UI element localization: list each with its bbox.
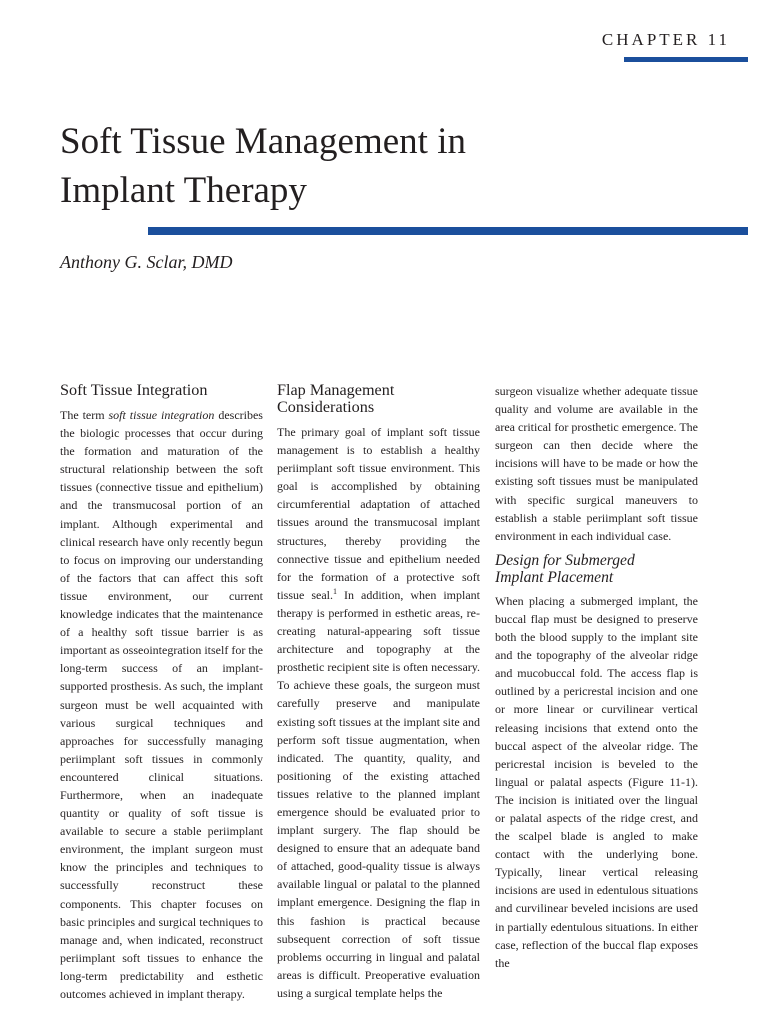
author-byline: Anthony G. Sclar, DMD xyxy=(60,252,233,272)
heading-line: Considerations xyxy=(277,398,375,416)
paragraph-continued: surgeon visualize whether adequate tissue quality and volume are available in the area critical for prosthetic emergence. The surgeon can then decide where the incisions will have to be made or how the existing soft tissues must be manipulated with specific surgical maneuvers to establish a stable periimplant soft tissue environment in each individual case. xyxy=(495,384,698,543)
emphasized-term: soft tissue integration xyxy=(108,408,215,422)
chapter-title-line-2: Implant Therapy xyxy=(60,170,307,211)
chapter-rule xyxy=(624,57,748,62)
paragraph-flap-management xyxy=(277,423,480,1002)
title-rule xyxy=(148,227,748,235)
column-3 xyxy=(495,382,698,972)
heading-line: Flap Management xyxy=(277,381,395,399)
column-1 xyxy=(60,382,263,1003)
paragraph-text: The primary goal of implant soft tissue management is to establish a healthy periimplant soft tissue environment. This goal is accomplished by obtaining circumferential adaptation of attached tissues around the transmucosal implant structures, thereby providing the connective tissue and epithelium needed for the formation of a protective soft tissue seal. xyxy=(277,425,480,602)
column-2 xyxy=(277,382,480,1002)
chapter-label: CHAPTER 11 xyxy=(601,30,730,49)
section-heading-flap-management xyxy=(277,382,480,416)
paragraph-text: The term xyxy=(60,408,109,422)
heading-line: Implant Placement xyxy=(495,568,614,586)
chapter-title xyxy=(60,117,466,215)
paragraph-submerged-implant: When placing a submerged implant, the buccal flap must be designed to preserve both the blood supply to the implant site and the topography of the alveolar ridge and mucobuccal fold. The access flap is outlined by a pericrestal incision and one or more linear or curvilinear vertical releasing incisions that extend onto the buccal aspect of the alveolar ridge. The pericrestal incision is beveled to the lingual or palatal aspects (Figure 11-1). The incision is initiated over the lingual or palatal aspects of the ridge crest, and the scalpel blade is angled to make contact with the underlying bone. Typically, linear vertical releasing incisions are used in edentulous situations and curvilinear beveled incisions are used in partially edentulous situations. In either case, reflection of the buccal flap exposes the xyxy=(495,593,698,970)
paragraph-text: In addition, when implant therapy is performed in esthetic areas, re-creating natural-appearing soft tissue architecture and topography at the prosthetic recipient site is often necessary. To achieve these goals, the surgeon must carefully preserve and manipulate existing soft tissues at the implant site and perform soft tissue augmentation, when indicated. The quantity, quality, and positioning of the existing attached tissues relative to the planned implant emergence should be evaluated prior to implant surgery. The flap should be designed to ensure that an adequate band of attached, good-quality tissue is always available lingual or palatal to the planned implant emergence. Designing the flap in this fashion is practical because subsequent correction of soft tissue problems occurring in lingual and palatal areas is difficult. Preoperative evaluation using a surgical template helps the xyxy=(277,587,480,1000)
chapter-title-line-1: Soft Tissue Management in xyxy=(60,121,466,162)
reference-superscript: 1 xyxy=(333,586,337,596)
subsection-heading-submerged-implant xyxy=(495,552,698,586)
paragraph-text: describes the biologic processes that occur during the formation and maturation of the structural relationship between the soft tissues (connective tissue and epithelium) and the transmucosal portion of an implant. Although experimental and clinical research have only recently begun to focus on improving our understanding of the factors that can affect this soft tissue environment, our current knowledge indicates that the maintenance of a healthy soft tissue barrier is as important as osseointegration itself for the long-term success of an implant-supported prosthesis. As such, the implant surgeon must be well acquainted with various surgical techniques and approaches for successfully managing periimplant soft tissues in commonly encountered clinical situations. Furthermore, when an inadequate quantity or quality of soft tissue is available to secure a stable periimplant environment, the implant surgeon must know the principles and techniques to successfully reconstruct these components. This chapter focuses on basic principles and surgical techniques to manage and, when indicated, reconstruct periimplant soft tissues to enhance the long-term predictability and esthetic outcomes achieved in implant therapy. xyxy=(60,408,263,1001)
heading-line: Design for Submerged xyxy=(495,551,635,569)
section-heading-soft-tissue-integration: Soft Tissue Integration xyxy=(60,381,208,399)
paragraph-soft-tissue-integration xyxy=(60,406,263,1003)
